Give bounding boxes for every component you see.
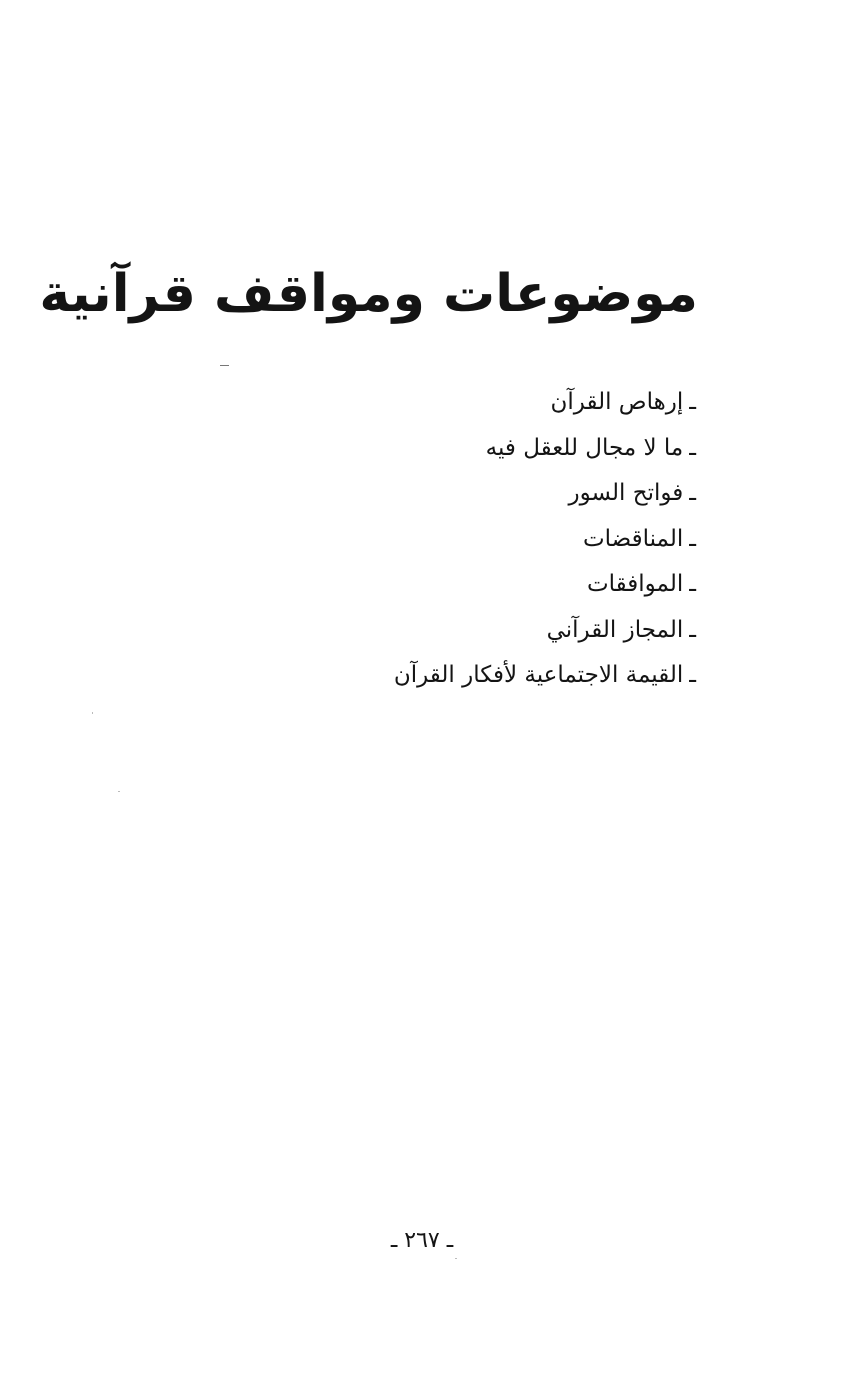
contents-item-label: القيمة الاجتماعية لأفكار القرآن [393,662,684,688]
contents-item [300,517,696,563]
chapter-title: موضوعات ومواقف قرآنية [39,264,698,324]
contents-item [300,608,696,654]
list-marker: ـ [689,616,696,643]
contents-item [300,653,696,699]
contents-item [300,380,696,426]
contents-item [300,426,696,472]
contents-item-label: فواتح السور [568,480,684,506]
list-marker: ـ [689,525,696,552]
contents-item-label: المجاز القرآني [546,616,684,643]
contents-item-label: الموافقات [586,571,684,597]
list-marker: ـ [689,434,696,461]
list-marker: ـ [689,662,696,688]
decorative-mark [220,365,229,366]
scan-speck [118,791,120,792]
list-marker: ـ [689,480,696,506]
contents-item [300,562,696,608]
list-marker: ـ [689,389,696,415]
scan-speck [92,712,93,714]
contents-item-label: المناقضات [583,525,684,552]
page-number: ـ ٢٦٧ ـ [390,1228,454,1253]
contents-item-label: ما لا مجال للعقل فيه [485,434,684,461]
contents-item-label: إرهاص القرآن [550,389,684,415]
scan-speck [455,1258,457,1259]
list-marker: ـ [689,571,696,597]
contents-item [300,471,696,517]
contents-list [300,380,696,699]
